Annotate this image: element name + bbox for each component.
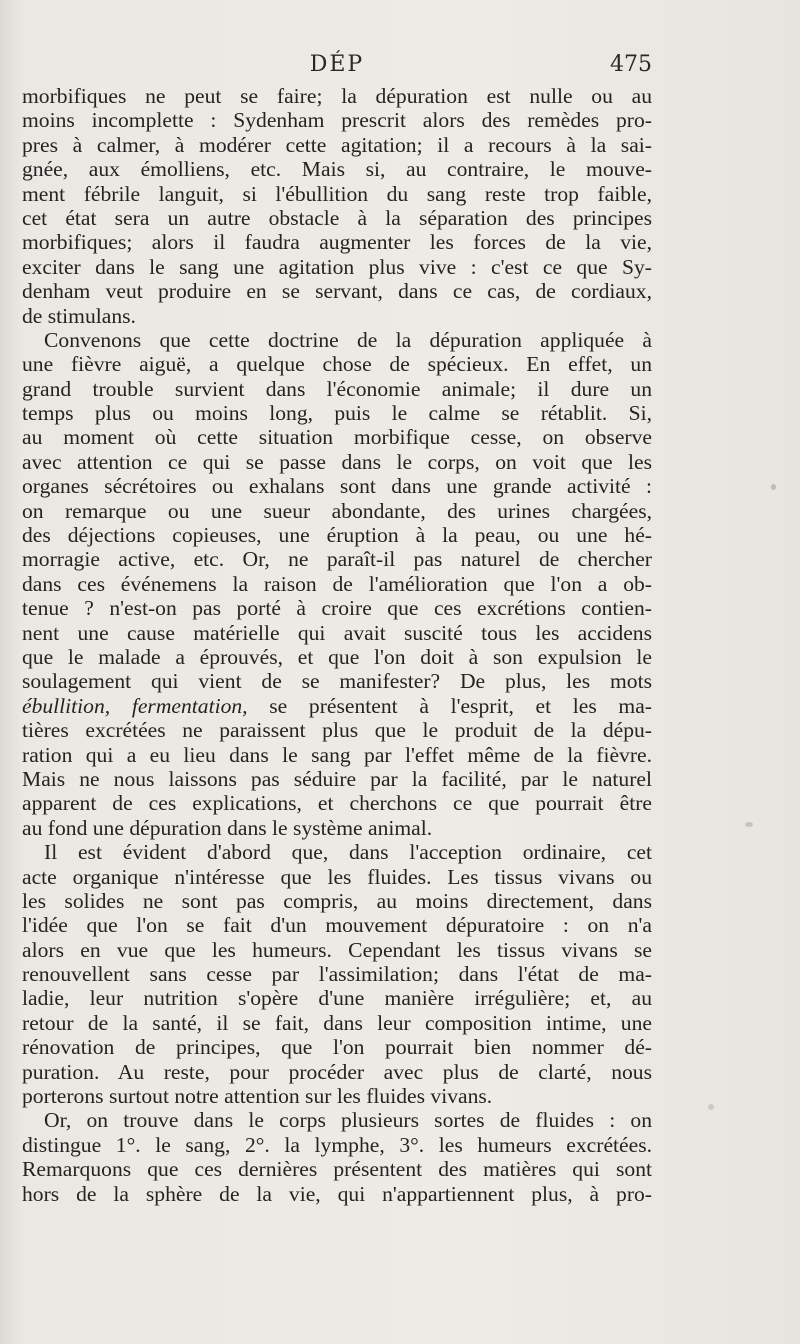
text-line: Remarquons que ces dernières présentent des matières qui sont <box>22 1157 652 1182</box>
text-line: on remarque ou une sueur abondante, des urines chargées, <box>22 498 652 523</box>
text-line: porterons surtout notre attention sur les fluides vivans. <box>22 1084 493 1109</box>
paper-speck <box>745 822 753 827</box>
text-line-italic-terms: ébullition, fermentation, se présentent à l'esprit, et les ma- <box>22 693 652 718</box>
text-line: morbifiques ne peut se faire; la dépuration est nulle ou au <box>22 84 652 108</box>
text-line: acte organique n'intéresse que les fluides. Les tissus vivans ou <box>22 864 652 889</box>
body-text <box>22 84 652 1206</box>
text-line: ration qui a eu lieu dans le sang par l'effet même de la fièvre. <box>22 742 652 767</box>
text-line: soulagement qui vient de se manifester? De plus, les mots <box>22 669 652 694</box>
text-line: moins incomplette : Sydenham prescrit alors des remèdes pro- <box>22 108 652 133</box>
text-line: morragie active, etc. Or, ne paraît-il pas naturel de chercher <box>22 547 652 572</box>
page-number: 475 <box>610 52 652 77</box>
text-line: Convenons que cette doctrine de la dépuration appliquée à <box>44 327 652 352</box>
text-line: rénovation de principes, que l'on pourrait bien nommer dé- <box>22 1035 652 1060</box>
text-line: de stimulans. <box>22 303 136 328</box>
paragraph-3 <box>22 840 652 1108</box>
text-line: grand trouble survient dans l'économie animale; il dure un <box>22 376 652 401</box>
text-line: Mais ne nous laissons pas séduire par la facilité, par le naturel <box>22 766 652 791</box>
text-line: une fièvre aiguë, a quelque chose de spécieux. En effet, un <box>22 352 652 377</box>
paragraph-1 <box>22 84 652 328</box>
paper-speck <box>771 484 776 490</box>
running-head <box>22 52 652 82</box>
text-line: ladie, leur nutrition s'opère d'une manière irrégulière; et, au <box>22 986 652 1011</box>
text-line: morbifiques; alors il faudra augmenter les forces de la vie, <box>22 230 652 255</box>
text-line: Il est évident d'abord que, dans l'acception ordinaire, cet <box>44 840 652 865</box>
text-line: retour de la santé, il se fait, dans leur composition intime, une <box>22 1010 652 1035</box>
text-line: les solides ne sont pas compris, au moins directement, dans <box>22 888 652 913</box>
text-line: avec attention ce qui se passe dans le corps, on voit que les <box>22 449 652 474</box>
text-line: organes sécrétoires ou exhalans sont dans une grande activité : <box>22 474 652 499</box>
text-line: temps plus ou moins long, puis le calme se rétablit. Si, <box>22 401 652 426</box>
text-line: ment fébrile languit, si l'ébullition du sang reste trop faible, <box>22 181 652 206</box>
text-line: tenue ? n'est-on pas porté à croire que ces excrétions contien- <box>22 596 652 621</box>
text-line: pres à calmer, à modérer cette agitation; il a recours à la sai- <box>22 132 652 157</box>
text-line: au fond une dépuration dans le système animal. <box>22 815 433 840</box>
text-line: puration. Au reste, pour procéder avec plus de clarté, nous <box>22 1059 652 1084</box>
text-line: Or, on trouve dans le corps plusieurs sortes de fluides : on <box>44 1108 652 1133</box>
text-line: des déjections copieuses, une éruption à la peau, ou une hé- <box>22 523 652 548</box>
text-line: au moment où cette situation morbifique cesse, on observe <box>22 425 652 450</box>
text-line: l'idée que l'on se fait d'un mouvement dépuratoire : on n'a <box>22 913 652 938</box>
italic-terms: ébullition, fermentation, <box>22 693 248 718</box>
text-line: tières excrétées ne paraissent plus que le produit de la dépu- <box>22 718 652 743</box>
running-head-title: DÉP <box>309 52 365 77</box>
text-line: que le malade a éprouvés, et que l'on doit à son expulsion le <box>22 644 652 669</box>
paragraph-4 <box>22 1108 652 1206</box>
text-line: exciter dans le sang une agitation plus vive : c'est ce que Sy- <box>22 254 652 279</box>
text-line: denham veut produire en se servant, dans ce cas, de cordiaux, <box>22 279 652 304</box>
text-line: renouvellent sans cesse par l'assimilation; dans l'état de ma- <box>22 962 652 987</box>
paragraph-2 <box>22 328 652 840</box>
text-line: cet état sera un autre obstacle à la séparation des principes <box>22 205 652 230</box>
text-line: dans ces événemens la raison de l'amélioration que l'on a ob- <box>22 571 652 596</box>
text-line: hors de la sphère de la vie, qui n'appartiennent plus, à pro- <box>22 1181 652 1206</box>
text-line: distingue 1°. le sang, 2°. la lymphe, 3°. les humeurs excrétées. <box>22 1132 652 1157</box>
paper-speck <box>708 1104 714 1110</box>
text-line: gnée, aux émolliens, etc. Mais si, au contraire, le mouve- <box>22 157 652 182</box>
text-line: alors en vue que les humeurs. Cependant les tissus vivans se <box>22 937 652 962</box>
text-line: nent une cause matérielle qui avait suscité tous les accidens <box>22 620 652 645</box>
text-line: apparent de ces explications, et cherchons ce que pourrait être <box>22 791 652 816</box>
